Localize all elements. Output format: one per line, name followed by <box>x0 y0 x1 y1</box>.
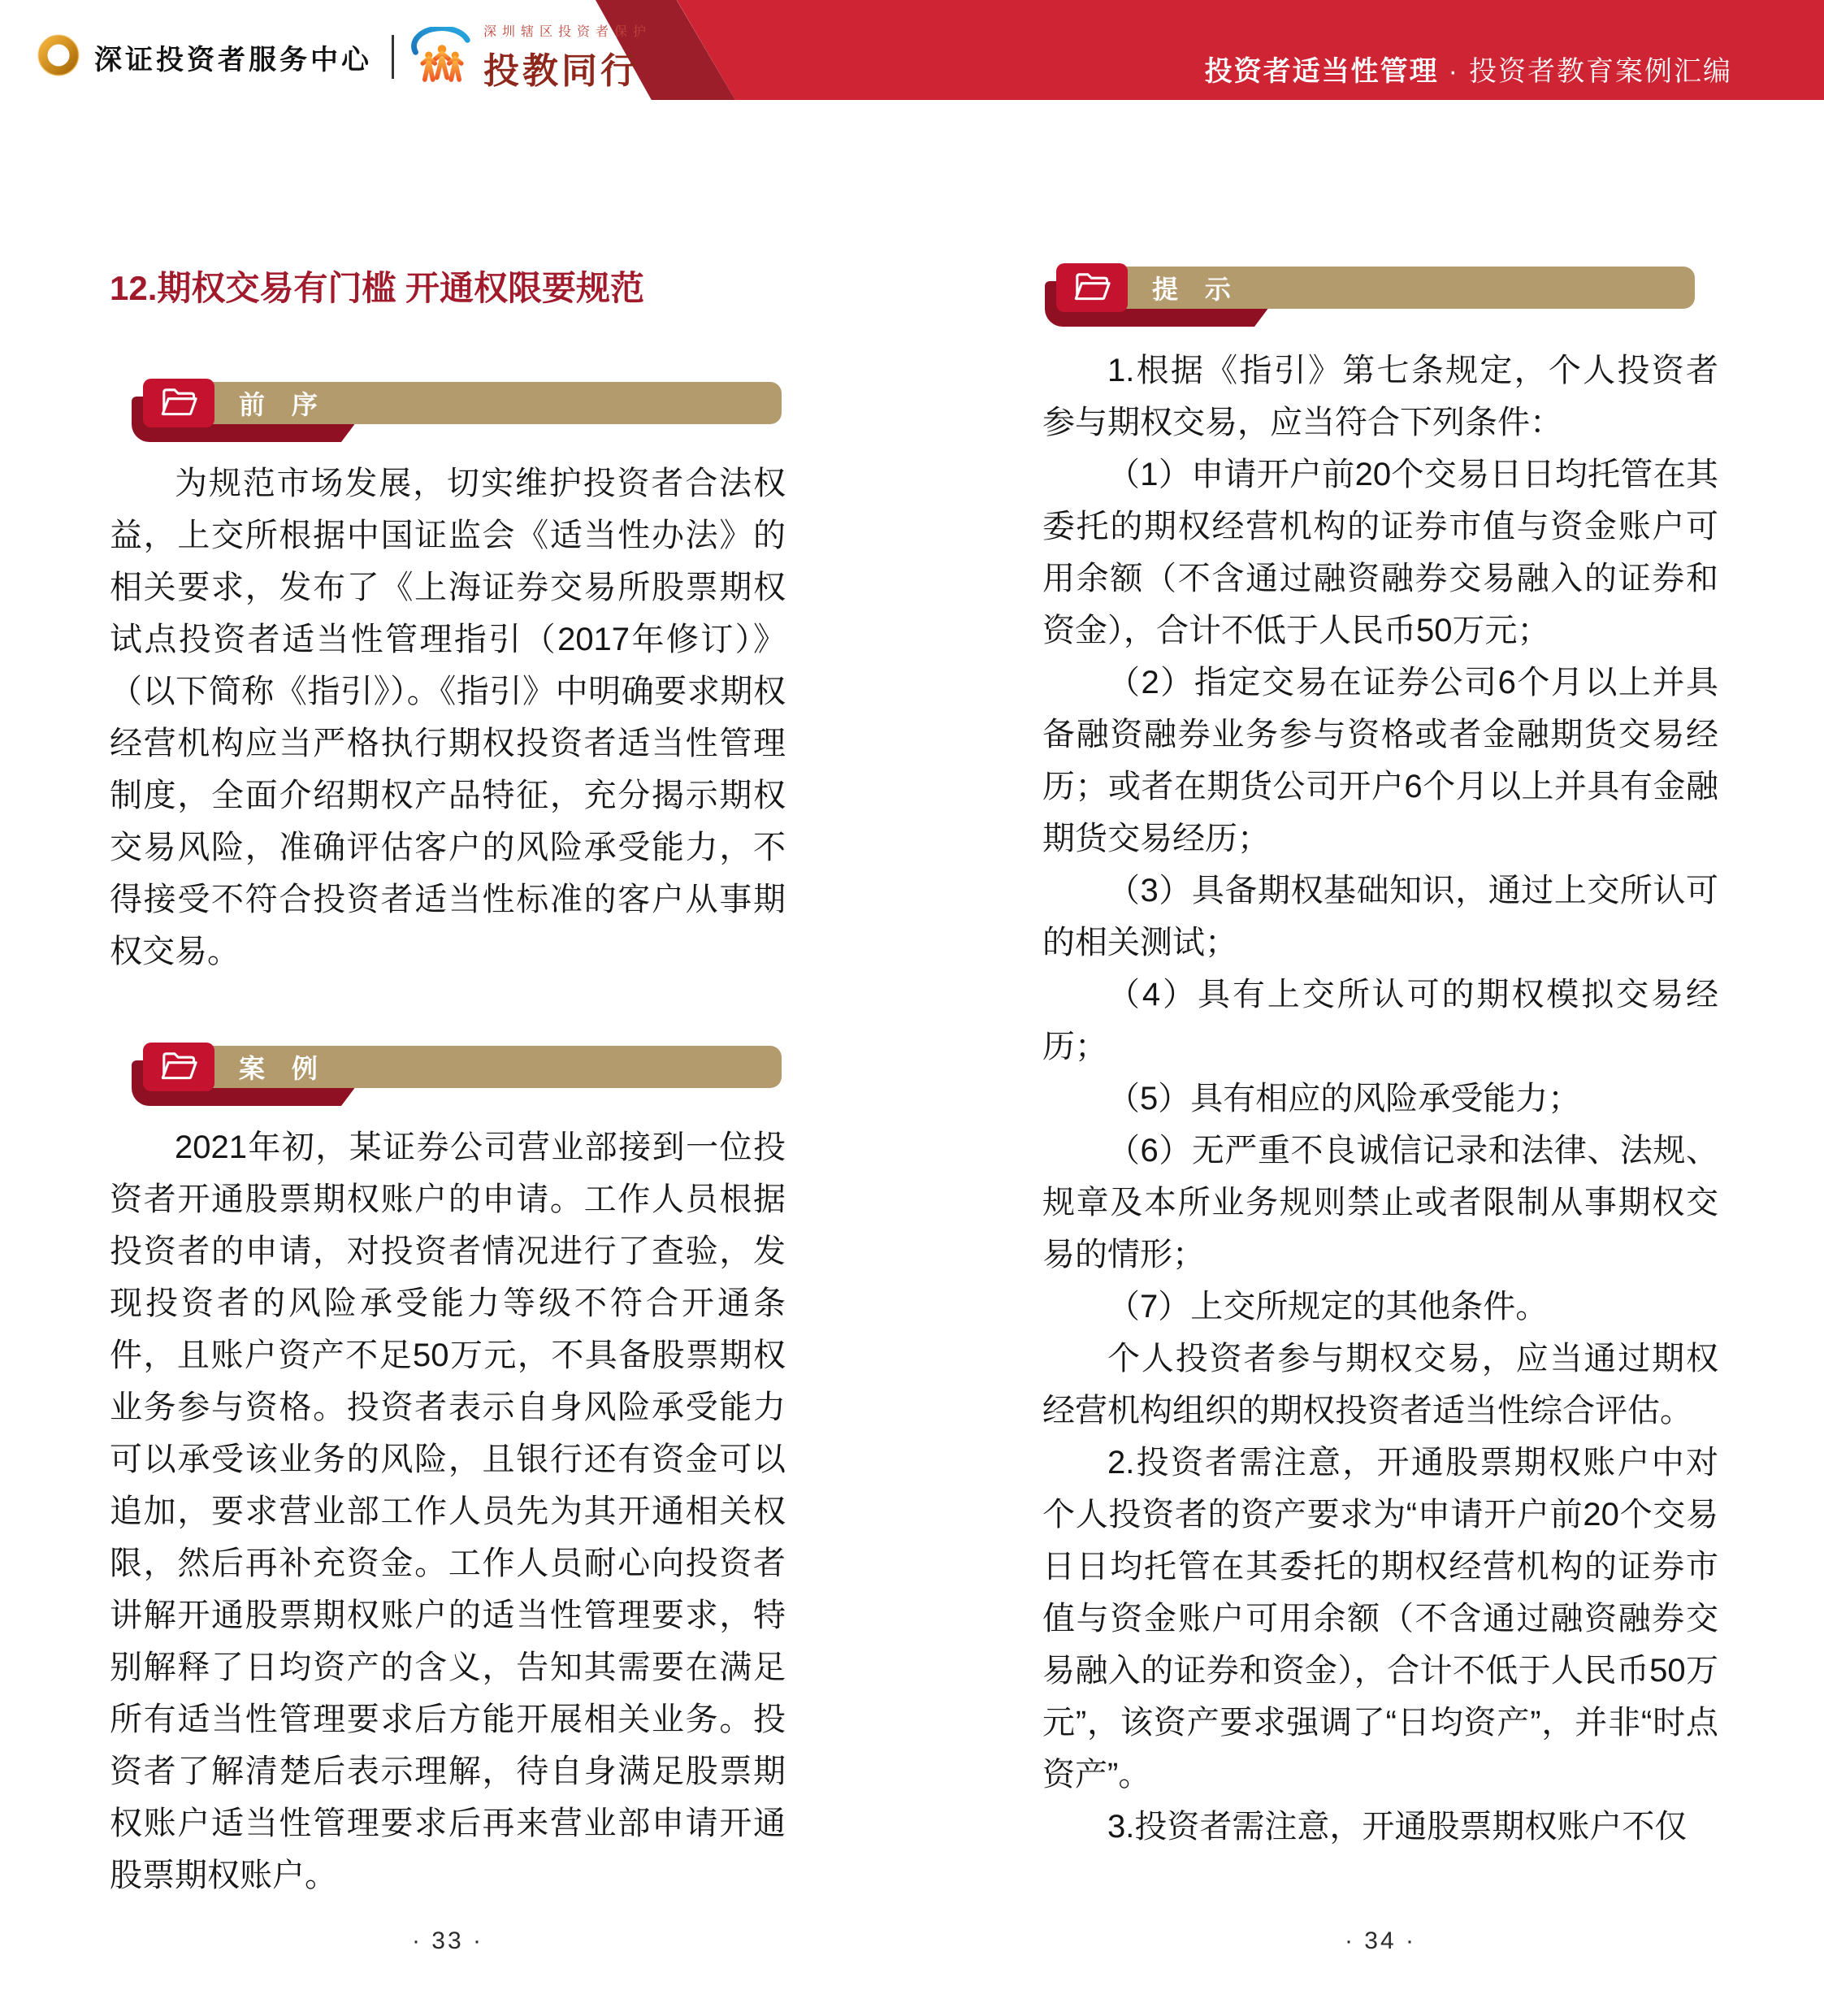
section-tag-case <box>143 1043 782 1091</box>
brand-divider <box>392 35 394 79</box>
case-paragraphs <box>110 1121 786 1901</box>
paragraph: （5）具有相应的风险承受能力； <box>1107 1081 1581 1116</box>
tag-badge <box>1056 263 1128 312</box>
tag-bar <box>192 382 782 424</box>
gold-ring-logo-icon <box>36 33 81 82</box>
paragraph: （7）上交所规定的其他条件。 <box>1107 1289 1549 1324</box>
brand-name: 深证投资者服务中心 <box>94 44 372 76</box>
tag-label-tips: 提 示 <box>1152 275 1241 304</box>
banner-title-bold: 投资者适当性管理 <box>1204 56 1439 87</box>
paragraph: 2.投资者需注意，开通股票期权账户中对个人投资者的资产要求为“申请开户前20个交易日日均托管在其委托的期权经营机构的证券市值与资金账户可用余额（不含通过融资融券交易融入的证券和资金），合计不低于人民币50万元”，该资产要求强调了“日均资产”，并非“时点资产”。 <box>1042 1445 1718 1793</box>
tag-label-preface: 前 序 <box>239 390 327 419</box>
paragraph: （2）指定交易在证券公司6个月以上并具备融资融券业务参与资格或者金融期货交易经历；或者在期货公司开户6个月以上并具有金融期货交易经历； <box>1042 665 1718 856</box>
tag-badge <box>143 379 214 427</box>
paragraph: （3）具备期权基础知识，通过上交所认可的相关测试； <box>1042 873 1718 960</box>
people-arc-logo-icon <box>410 27 474 88</box>
brand-row <box>36 24 652 89</box>
paragraph: 1.根据《指引》第七条规定，个人投资者参与期权交易，应当符合下列条件： <box>1042 353 1718 440</box>
folder-icon <box>159 1049 198 1086</box>
tag-bar <box>1105 267 1695 309</box>
paragraph: （1）申请开户前20个交易日日均托管在其委托的期权经营机构的证券市值与资金账户可用余额（不含通过融资融券交易融入的证券和资金），合计不低于人民币50万元； <box>1042 457 1718 648</box>
tag-bar <box>192 1046 782 1088</box>
banner-title-regular: 投资者教育案例汇编 <box>1469 56 1732 87</box>
page-number-right: · 34 · <box>1344 1927 1417 1954</box>
article-heading: 12.期权交易有门槛 开通权限要规范 <box>110 269 645 307</box>
logo-large-text: 投教同行 <box>483 50 639 91</box>
paragraph: 2021年初，某证券公司营业部接到一位投资者开通股票期权账户的申请。工作人员根据投资者的申请，对投资者情况进行了查验，发现投资者的风险承受能力等级不符合开通条件，且账户资产不足50万元，不具备股票期权业务参与资格。投资者表示自身风险承受能力可以承受该业务的风险，且银行还有资金可以追加，要求营业部工作人员先为其开通相关权限，然后再补充资金。工作人员耐心向投资者讲解开通股票期权账户的适当性管理要求，特别解释了日均资产的含义，告知其需要在满足所有适当性管理要求后方能开展相关业务。投资者了解清楚后表示理解，待自身满足股票期权账户适当性管理要求后再来营业部申请开通股票期权账户。 <box>110 1129 786 1893</box>
tag-badge <box>143 1043 214 1091</box>
banner-title <box>1205 49 1732 89</box>
tag-label-case: 案 例 <box>239 1054 327 1083</box>
paragraph: 个人投资者参与期权交易，应当通过期权经营机构组织的期权投资者适当性综合评估。 <box>1042 1341 1718 1429</box>
page-number-left: · 33 · <box>411 1927 484 1954</box>
logo-text-stack <box>483 21 652 93</box>
folder-icon <box>159 385 198 422</box>
section-tag-preface <box>143 379 782 427</box>
logo-small-text: 深圳辖区投资者保护 <box>483 24 652 39</box>
preface-paragraphs <box>110 457 786 978</box>
tips-paragraphs <box>1042 345 1718 1853</box>
paragraph: 为规范市场发展，切实维护投资者合法权益，上交所根据中国证监会《适当性办法》的相关要求，发布了《上海证券交易所股票期权试点投资者适当性管理指引（2017年修订）》（以下简称《指引》）。《指引》中明确要求期权经营机构应当严格执行期权投资者适当性管理制度，全面介绍期权产品特征，充分揭示期权交易风险，准确评估客户的风险承受能力，不得接受不符合投资者适当性标准的客户从事期权交易。 <box>110 466 786 969</box>
paragraph: （6）无严重不良诚信记录和法律、法规、规章及本所业务规则禁止或者限制从事期权交易的情形； <box>1042 1133 1718 1272</box>
paragraph: （4）具有上交所认可的期权模拟交易经历； <box>1042 977 1718 1064</box>
folder-icon <box>1072 270 1111 306</box>
section-tag-tips <box>1056 263 1695 312</box>
banner-title-dot: · <box>1448 56 1459 87</box>
paragraph: 3.投资者需注意，开通股票期权账户不仅 <box>1107 1809 1688 1845</box>
